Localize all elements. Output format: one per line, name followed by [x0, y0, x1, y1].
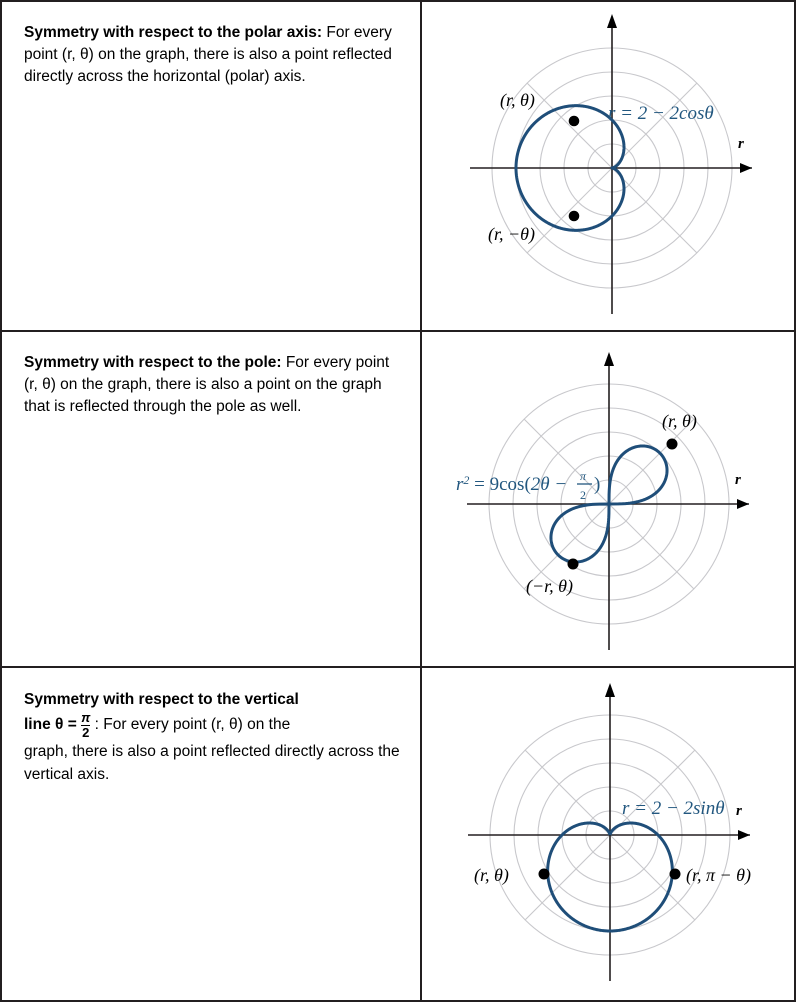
marked-point-r-theta: [474, 865, 550, 886]
heading-pole: Symmetry with respect to the pole:: [24, 354, 282, 371]
symmetry-row-pole: [2, 330, 794, 668]
description-cell-vertical-line: [2, 668, 420, 1000]
body-polar-axis: For every point (r, θ) on the graph, there is also a point reflected directly across the horizontal (polar) axis.: [24, 24, 392, 85]
description-text-vertical-line: [24, 688, 406, 786]
point-dot-lower-left: [568, 559, 579, 570]
svg-text:r2 = 9cos(2θ −: [456, 473, 567, 495]
axes: [470, 14, 752, 314]
point-label-upper: (r, θ): [500, 90, 535, 110]
description-text-polar-axis: [24, 22, 406, 88]
vertical-axis-arrow: [607, 14, 617, 28]
marked-point-r-pi-minus-theta: [670, 865, 752, 886]
axis-label-r: r: [738, 136, 744, 152]
eq-fraction-denominator: 2: [580, 488, 586, 502]
graph-cell-pole: [420, 332, 794, 666]
horizontal-axis-arrow: [740, 163, 752, 173]
point-label-left: (r, θ): [474, 865, 509, 885]
body-vertical-line: graph, there is also a point reflected directly across the vertical axis.: [24, 742, 400, 783]
eq-fraction-numerator: π: [580, 469, 587, 483]
heading-vertical-line-part1: Symmetry with respect to the vertical: [24, 691, 299, 708]
point-dot-left: [539, 869, 550, 880]
eq-function: 9cos: [489, 474, 525, 495]
axis-label-r: r: [736, 803, 742, 819]
symmetry-row-polar-axis: [2, 2, 794, 330]
axis-label-r: r: [735, 472, 741, 488]
description-text-pole: [24, 352, 406, 418]
body-pole: For every point (r, θ) on the graph, there is also a point on the graph that is reflected through the pole as well.: [24, 354, 390, 415]
equation-label-cardioid-sin: r = 2 − 2sinθ: [622, 798, 725, 819]
heading-fraction-pi-over-2: [81, 711, 90, 739]
point-dot-right: [670, 869, 681, 880]
vertical-axis-arrow: [604, 352, 614, 366]
heading-polar-axis: Symmetry with respect to the polar axis:: [24, 24, 323, 41]
marked-point-r-theta: [662, 411, 697, 450]
eq-paren-open: (: [524, 474, 531, 495]
description-cell-polar-axis: [2, 2, 420, 330]
point-dot-upper: [569, 116, 580, 127]
graph-cell-vertical-line: [420, 668, 794, 1000]
point-dot-upper-right: [667, 439, 678, 450]
eq-equals: =: [469, 474, 490, 495]
polar-plot-cardioid-sin: [422, 668, 794, 1000]
heading-vertical-line-part3: : For every point (r, θ) on the: [94, 716, 291, 734]
point-label-right: (r, π − θ): [686, 865, 752, 885]
point-label-lower: (r, −θ): [488, 224, 535, 244]
point-label-lower-left: (−r, θ): [526, 576, 573, 596]
graph-cell-polar-axis: [420, 2, 794, 330]
description-cell-pole: [2, 332, 420, 666]
horizontal-axis-arrow: [738, 830, 750, 840]
fraction-denominator: 2: [82, 724, 90, 740]
polar-plot-cardioid-cos: [422, 2, 794, 330]
point-label-upper-right: (r, θ): [662, 411, 697, 431]
eq-exponent: 2: [463, 473, 470, 487]
symmetry-row-vertical-line: [2, 668, 794, 1000]
fraction-numerator: π: [81, 710, 91, 726]
eq-lhs: r: [456, 474, 464, 495]
equation-label-cardioid-cos: r = 2 − 2cosθ: [608, 103, 714, 124]
point-dot-lower: [569, 211, 580, 222]
horizontal-axis-arrow: [737, 499, 749, 509]
eq-arg: 2θ −: [530, 474, 568, 495]
polar-plot-lemniscate: [422, 332, 794, 666]
eq-paren-close: ): [594, 474, 601, 495]
heading-vertical-line-part2: line θ =: [24, 716, 82, 734]
vertical-axis-arrow: [605, 683, 615, 697]
